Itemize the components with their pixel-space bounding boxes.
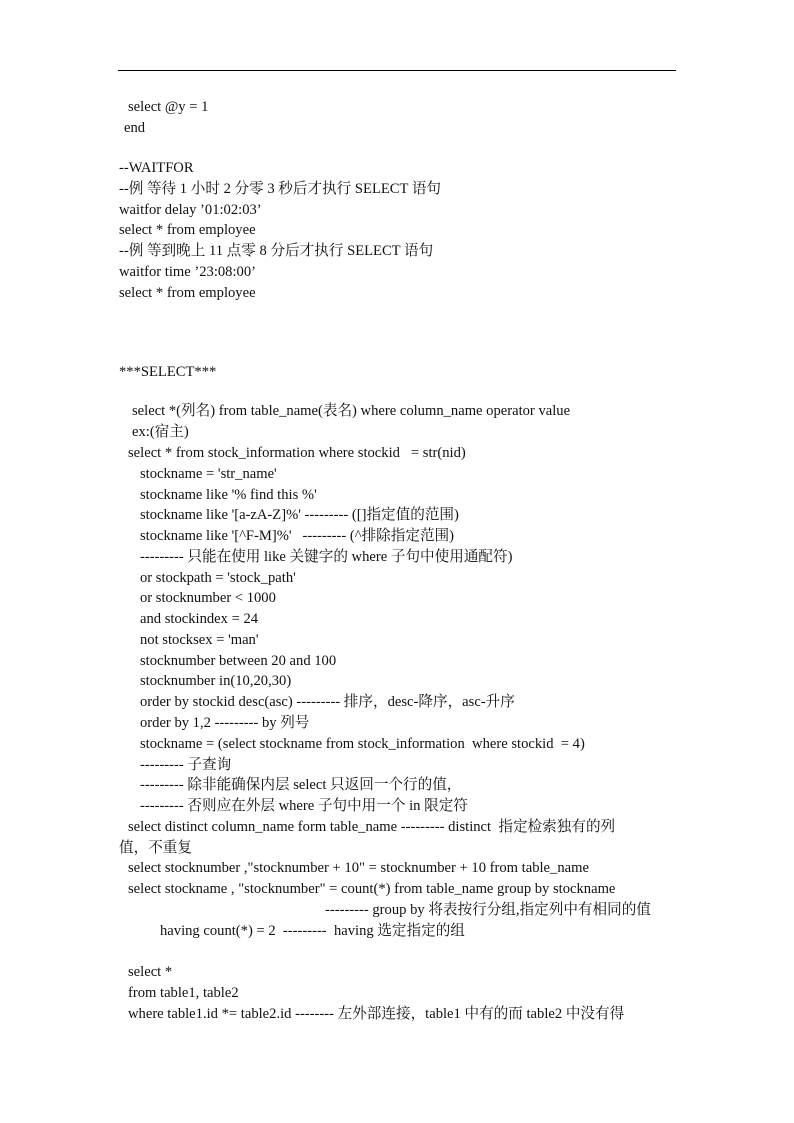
text-line: waitfor time ’23:08:00’ — [119, 264, 256, 280]
text-line: --例 等到晚上 11 点零 8 分后才执行 SELECT 语句 — [119, 243, 434, 259]
text-line: stocknumber in(10,20,30) — [140, 673, 292, 689]
text-line: select *(列名) from table_name(表名) where column_name operator value — [132, 403, 571, 419]
text-line: stockname like '% find this %' — [140, 487, 317, 503]
text-line: not stocksex = 'man' — [140, 632, 259, 648]
text-line: select * from employee — [119, 285, 256, 301]
text-line: where table1.id *= table2.id -------- 左外部连接，table1 中有的而 table2 中没有得 — [128, 1006, 625, 1022]
text-line: --------- group by 将表按行分组,指定列中有相同的值 — [325, 902, 651, 918]
text-line: select stocknumber ,"stocknumber + 10" = stocknumber + 10 from table_name — [128, 860, 589, 876]
text-line: --------- 除非能确保内层 select 只返回一个行的值， — [140, 777, 462, 793]
text-line: select * — [128, 964, 173, 980]
text-line: --WAITFOR — [119, 160, 194, 176]
text-line: end — [124, 120, 146, 136]
text-line: stockname = (select stockname from stock_information where stockid = 4) — [140, 736, 585, 752]
text-line: select * from employee — [119, 222, 256, 238]
text-line: from table1, table2 — [128, 985, 239, 1001]
text-line: having count(*) = 2 --------- having 选定指定的组 — [160, 923, 465, 939]
text-line: or stocknumber < 1000 — [140, 590, 276, 606]
text-line: stockname like '[a-zA-Z]%' --------- ([]指定值的范围) — [140, 507, 459, 523]
header-rule — [118, 70, 676, 71]
text-line: stockname = 'str_name' — [140, 466, 277, 482]
text-line: stocknumber between 20 and 100 — [140, 653, 337, 669]
text-line: 值，不重复 — [119, 840, 192, 856]
text-line: order by stockid desc(asc) --------- 排序，desc-降序，asc-升序 — [140, 694, 515, 710]
text-line: stockname like '[^F-M]%' --------- (^排除指定范围) — [140, 528, 454, 544]
text-line: or stockpath = 'stock_path' — [140, 570, 296, 586]
text-line: --------- 只能在使用 like 关键字的 where 子句中使用通配符) — [140, 549, 513, 565]
text-line: select stockname , "stocknumber" = count(*) from table_name group by stockname — [128, 881, 616, 897]
text-line: order by 1,2 --------- by 列号 — [140, 715, 310, 731]
text-line: ***SELECT*** — [119, 364, 217, 380]
text-line: waitfor delay ’01:02:03’ — [119, 202, 262, 218]
text-line: --------- 否则应在外层 where 子句中用一个 in 限定符 — [140, 798, 468, 814]
text-line: ex:(宿主) — [132, 424, 189, 440]
text-line: and stockindex = 24 — [140, 611, 259, 627]
text-line: select * from stock_information where stockid = str(nid) — [128, 445, 466, 461]
text-line: --例 等待 1 小时 2 分零 3 秒后才执行 SELECT 语句 — [119, 181, 442, 197]
text-line: --------- 子查询 — [140, 757, 232, 773]
text-line: select distinct column_name form table_name --------- distinct 指定检索独有的列 — [128, 819, 616, 835]
text-line: select @y = 1 — [128, 99, 209, 115]
